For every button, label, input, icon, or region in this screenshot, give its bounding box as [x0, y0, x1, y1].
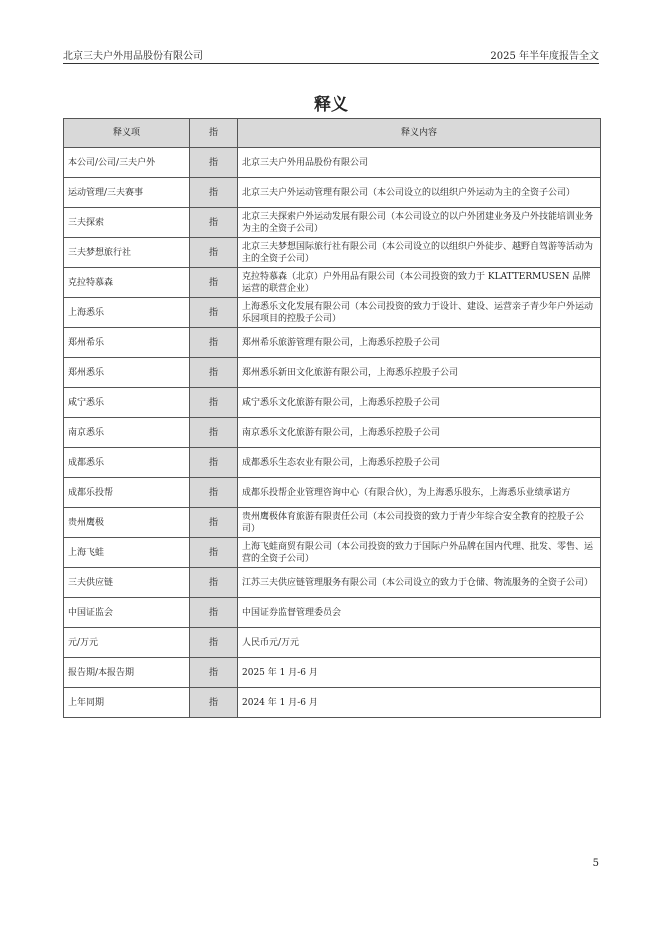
table-row — [64, 148, 601, 178]
ref-cell: 指 — [190, 388, 238, 418]
ref-cell: 指 — [190, 598, 238, 628]
ref-cell: 指 — [190, 358, 238, 388]
header-divider — [63, 63, 599, 64]
term-cell: 三夫探索 — [64, 208, 190, 238]
ref-cell: 指 — [190, 148, 238, 178]
definition-cell: 北京三夫探索户外运动发展有限公司（本公司设立的以户外团建业务及户外技能培训业务为主的全资子公司） — [238, 208, 601, 238]
term-cell: 中国证监会 — [64, 598, 190, 628]
table-row — [64, 298, 601, 328]
term-cell: 元/万元 — [64, 628, 190, 658]
table-row — [64, 658, 601, 688]
term-cell: 成都悉乐 — [64, 448, 190, 478]
definition-cell: 贵州鹰极体育旅游有限责任公司（本公司投资的致力于青少年综合安全教育的控股子公司） — [238, 508, 601, 538]
table-row — [64, 448, 601, 478]
definition-cell: 上海悉乐文化发展有限公司（本公司投资的致力于设计、建设、运营亲子青少年户外运动乐园项目的控股子公司） — [238, 298, 601, 328]
ref-cell: 指 — [190, 298, 238, 328]
term-cell: 克拉特慕森 — [64, 268, 190, 298]
definition-cell: 中国证券监督管理委员会 — [238, 598, 601, 628]
table-row — [64, 568, 601, 598]
ref-cell: 指 — [190, 688, 238, 718]
ref-cell: 指 — [190, 508, 238, 538]
table-row — [64, 328, 601, 358]
table-row — [64, 598, 601, 628]
ref-cell: 指 — [190, 418, 238, 448]
ref-cell: 指 — [190, 208, 238, 238]
ref-cell: 指 — [190, 268, 238, 298]
table-row — [64, 628, 601, 658]
table-row — [64, 538, 601, 568]
definition-cell: 人民币元/万元 — [238, 628, 601, 658]
column-header-ref: 指 — [190, 119, 238, 148]
table-row — [64, 238, 601, 268]
definition-cell: 2025 年 1 月-6 月 — [238, 658, 601, 688]
page-number: 5 — [592, 858, 599, 869]
definition-cell: 成都悉乐生态农业有限公司，上海悉乐控股子公司 — [238, 448, 601, 478]
ref-cell: 指 — [190, 328, 238, 358]
term-cell: 运动管理/三夫赛事 — [64, 178, 190, 208]
definition-cell: 北京三夫户外运动管理有限公司（本公司设立的以组织户外运动为主的全资子公司） — [238, 178, 601, 208]
table-row — [64, 478, 601, 508]
ref-cell: 指 — [190, 238, 238, 268]
definition-cell: 南京悉乐文化旅游有限公司，上海悉乐控股子公司 — [238, 418, 601, 448]
definition-cell: 2024 年 1 月-6 月 — [238, 688, 601, 718]
header-report-title: 2025 年半年度报告全文 — [490, 51, 599, 62]
table-row — [64, 268, 601, 298]
definitions-table — [63, 118, 601, 718]
table-row — [64, 178, 601, 208]
term-cell: 三夫梦想旅行社 — [64, 238, 190, 268]
term-cell: 报告期/本报告期 — [64, 658, 190, 688]
ref-cell: 指 — [190, 178, 238, 208]
term-cell: 咸宁悉乐 — [64, 388, 190, 418]
definition-cell: 郑州悉乐新田文化旅游有限公司，上海悉乐控股子公司 — [238, 358, 601, 388]
page-title: 释义 — [314, 95, 348, 115]
term-cell: 上海飞蛙 — [64, 538, 190, 568]
ref-cell: 指 — [190, 628, 238, 658]
definition-cell: 咸宁悉乐文化旅游有限公司，上海悉乐控股子公司 — [238, 388, 601, 418]
definition-cell: 北京三夫户外用品股份有限公司 — [238, 148, 601, 178]
term-cell: 贵州鹰极 — [64, 508, 190, 538]
term-cell: 本公司/公司/三夫户外 — [64, 148, 190, 178]
definition-cell: 克拉特慕森（北京）户外用品有限公司（本公司投资的致力于 KLATTERMUSEN 品牌运营的联营企业） — [238, 268, 601, 298]
term-cell: 上海悉乐 — [64, 298, 190, 328]
ref-cell: 指 — [190, 568, 238, 598]
definition-cell: 成都乐投帮企业管理咨询中心（有限合伙），为上海悉乐股东，上海悉乐业绩承诺方 — [238, 478, 601, 508]
column-header-definition: 释义内容 — [238, 119, 601, 148]
table-row — [64, 688, 601, 718]
ref-cell: 指 — [190, 448, 238, 478]
term-cell: 郑州悉乐 — [64, 358, 190, 388]
definition-cell: 北京三夫梦想国际旅行社有限公司（本公司设立的以组织户外徒步、越野自驾游等活动为主的全资子公司） — [238, 238, 601, 268]
ref-cell: 指 — [190, 478, 238, 508]
term-cell: 成都乐投帮 — [64, 478, 190, 508]
column-header-term: 释义项 — [64, 119, 190, 148]
table-row — [64, 358, 601, 388]
table-header-row — [64, 119, 601, 148]
definition-cell: 郑州希乐旅游管理有限公司，上海悉乐控股子公司 — [238, 328, 601, 358]
term-cell: 三夫供应链 — [64, 568, 190, 598]
header-company: 北京三夫户外用品股份有限公司 — [63, 51, 203, 62]
table-row — [64, 208, 601, 238]
table-row — [64, 508, 601, 538]
table-row — [64, 418, 601, 448]
table-row — [64, 388, 601, 418]
definitions-body — [64, 148, 601, 718]
term-cell: 上年同期 — [64, 688, 190, 718]
ref-cell: 指 — [190, 658, 238, 688]
term-cell: 南京悉乐 — [64, 418, 190, 448]
term-cell: 郑州希乐 — [64, 328, 190, 358]
definition-cell: 江苏三夫供应链管理服务有限公司（本公司设立的致力于仓储、物流服务的全资子公司） — [238, 568, 601, 598]
definition-cell: 上海飞蛙商贸有限公司（本公司投资的致力于国际户外品牌在国内代理、批发、零售、运营的全资子公司） — [238, 538, 601, 568]
ref-cell: 指 — [190, 538, 238, 568]
